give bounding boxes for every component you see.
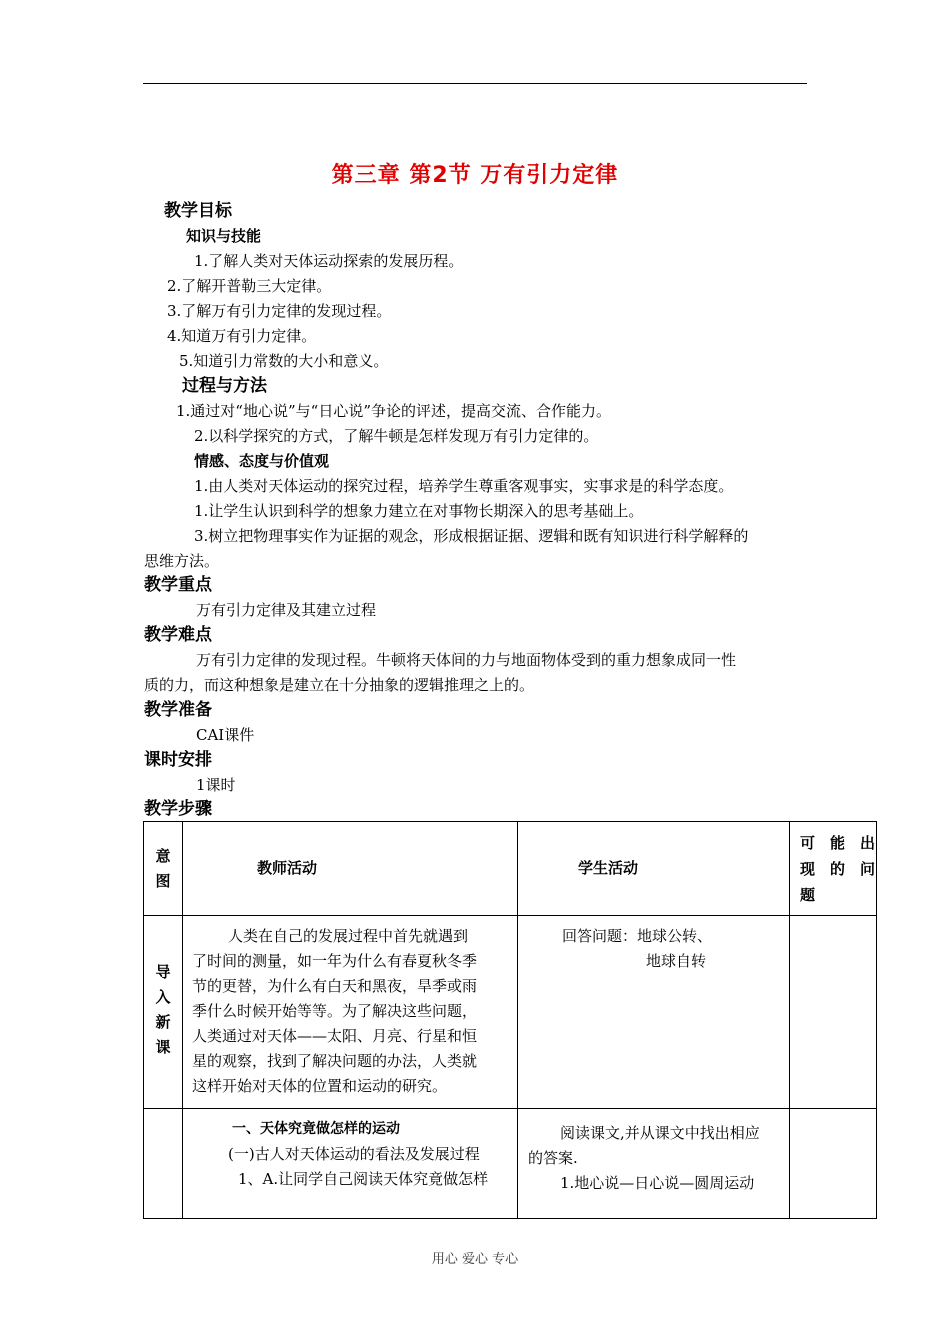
emotion-item: 1.由人类对天体运动的探究过程，培养学生尊重客观事实，实事求是的科学态度。 [194,477,734,495]
page-footer: 用心 爱心 专心 [431,1252,519,1267]
page-title: 第三章 第2节 万有引力定律 [331,163,619,188]
steps-table [143,821,877,1219]
intent-cell: 导 入 新 课 [144,916,183,1109]
teacher-header: 教师活动 [183,822,518,916]
emotion-heading: 情感、态度与价值观 [194,452,330,470]
difficulty-text: 质的力，而这种想象是建立在十分抽象的逻辑推理之上的。 [144,676,535,694]
knowledge-item: 4.知道万有引力定律。 [167,327,317,345]
teacher-cell: 人类在自己的发展过程中首先就遇到 了时间的测量，如一年为什么有春夏秋冬季 节的更替，为什么有白天和黑夜，旱季或雨 季什么时候开始等等。为了解决这些问题， 人类通过对天体——太阳、月亮、行星和恒 星的观察，找到了解决问题的办法，人类就 这样开始对天体的位置和运动的研究。 [183,916,518,1109]
key-point-text: 万有引力定律及其建立过程 [196,601,377,619]
key-point-heading: 教学重点 [144,575,212,595]
process-item: 1.通过对“地心说”与“日心说”争论的评述，提高交流、合作能力。 [176,402,611,420]
process-item: 2.以科学探究的方式，了解牛顿是怎样发现万有引力定律的。 [194,427,599,445]
schedule-text: 1课时 [196,776,236,794]
table-row [144,1109,877,1219]
issues-cell [790,916,877,1109]
issues-header: 可 能 出 现 的 问 题 [790,822,877,916]
intent-header: 意 图 [144,822,183,916]
emotion-item: 1.让学生认识到科学的想象力建立在对事物长期深入的思考基础上。 [194,502,644,520]
issues-cell [790,1109,877,1219]
knowledge-item: 5.知道引力常数的大小和意义。 [179,352,389,370]
difficulty-heading: 教学难点 [144,625,212,645]
preparation-text: CAI课件 [196,726,255,744]
steps-heading: 教学步骤 [144,799,212,819]
table-row [144,916,877,1109]
emotion-item: 3.树立把物理事实作为证据的观念，形成根据证据、逻辑和既有知识进行科学解释的 [194,527,749,545]
student-cell: 回答问题：地球公转、 地球自转 [518,916,790,1109]
emotion-item: 思维方法。 [144,552,220,570]
student-header: 学生活动 [518,822,790,916]
knowledge-item: 1.了解人类对天体运动探索的发展历程。 [194,252,464,270]
knowledge-item: 3.了解万有引力定律的发现过程。 [167,302,392,320]
header-rule [143,83,807,84]
schedule-heading: 课时安排 [144,750,212,770]
student-cell: 阅读课文,并从课文中找出相应 的答案. 1.地心说—日心说—圆周运动 [518,1109,790,1219]
objectives-heading: 教学目标 [164,201,232,221]
table-header-row [144,822,877,916]
preparation-heading: 教学准备 [144,700,212,720]
process-heading: 过程与方法 [182,376,267,396]
teacher-cell: 一、天体究竟做怎样的运动 (一)古人对天体运动的看法及发展过程 1、A.让同学自己阅读天体究竟做怎样 [183,1109,518,1219]
intent-cell [144,1109,183,1219]
knowledge-heading: 知识与技能 [186,227,262,245]
knowledge-item: 2.了解开普勒三大定律。 [167,277,332,295]
difficulty-text: 万有引力定律的发现过程。牛顿将天体间的力与地面物体受到的重力想象成同一性 [196,651,737,669]
